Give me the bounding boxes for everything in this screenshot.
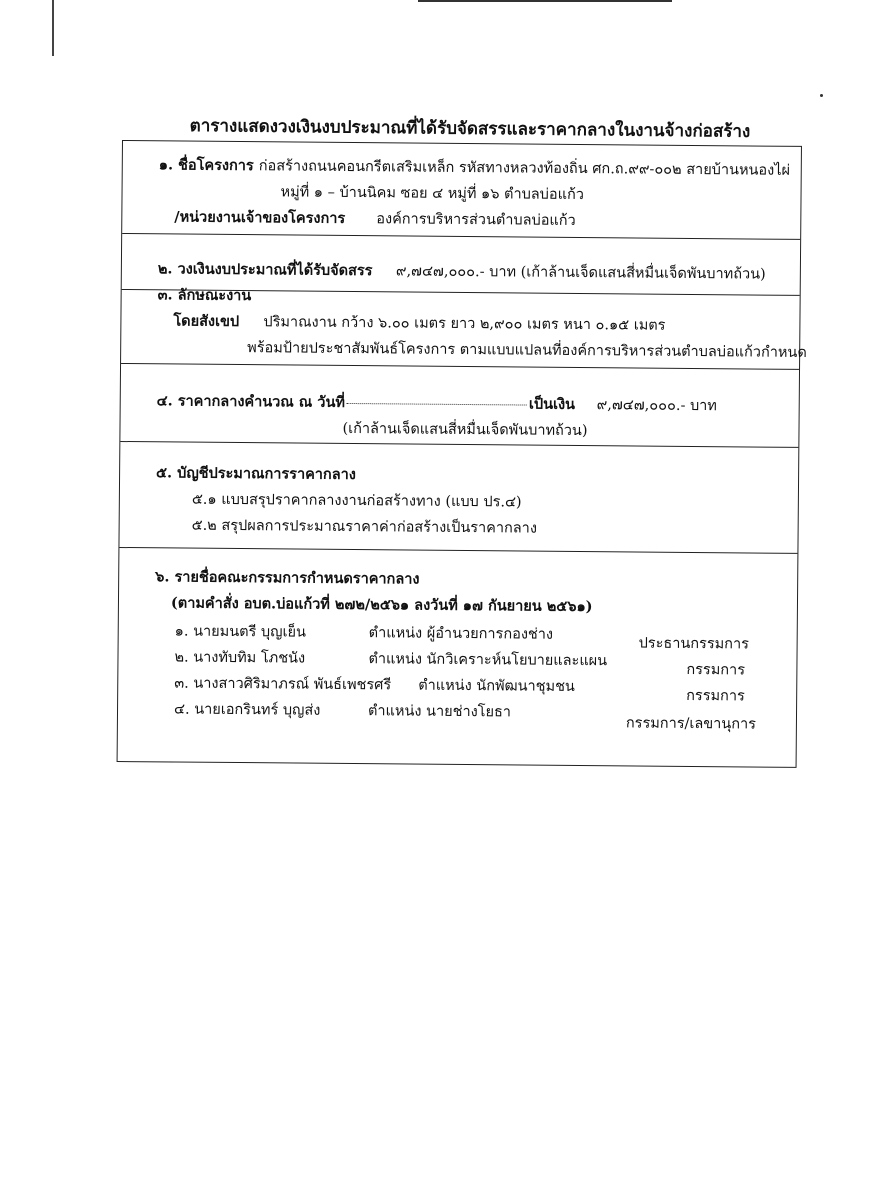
scan-left-edge — [52, 0, 54, 56]
section1-agency-label: /หน่วยงานเจ้าของโครงการ — [174, 208, 346, 227]
section1-label: ๑. ชื่อโครงการ — [158, 156, 254, 175]
section5-item1: ๕.๑ แบบสรุปราคากลางงานก่อสร้างทาง (แบบ ปร.๔) — [191, 491, 522, 511]
section5-item2: ๕.๒ สรุปผลการประมาณราคาค่าก่อสร้างเป็นราคากลาง — [191, 517, 538, 537]
member-position: ตำแหน่ง นักวิเคราะห์นโยบายและแผน — [368, 651, 608, 670]
section3-line2: พร้อมป้ายประชาสัมพันธ์โครงการ ตามแบบแปลนที่องค์การบริหารส่วนตำบลบ่อแก้วกำหนด — [247, 340, 807, 361]
section2-value: ๙,๗๔๗,๐๐๐.- บาท (เก้าล้านเจ็ดแสนสี่หมื่นเจ็ดพันบาทถ้วน) — [395, 263, 766, 283]
member-name: ๓. นางสาวศิริมาภรณ์ พันธ์เพชรศรี — [174, 675, 392, 694]
section4-label — [157, 389, 575, 416]
section4-amount-label: เป็นเงิน — [528, 395, 576, 413]
member-role: กรรมการ — [686, 687, 745, 705]
member-role: ประธานกรรมการ — [638, 635, 750, 653]
section4-words: (เก้าล้านเจ็ดแสนสี่หมื่นเจ็ดพันบาทถ้วน) — [342, 420, 588, 440]
member-name: ๑. นายมนตรี บุญเย็น — [174, 623, 306, 641]
section6-label: ๖. รายชื่อคณะกรรมการกำหนดราคากลาง — [155, 568, 420, 588]
budget-table — [117, 140, 807, 768]
section4-date-label: ๔. ราคากลางคำนวณ ณ วันที่ — [156, 392, 346, 411]
section4-amount: ๙,๗๔๗,๐๐๐.- บาท — [596, 397, 717, 415]
section5-label: ๕. บัญชีประมาณการราคากลาง — [156, 464, 356, 484]
member-position: ตำแหน่ง ผู้อำนวยการกองช่าง — [368, 625, 554, 643]
row-divider — [120, 441, 798, 448]
member-position: ตำแหน่ง นักพัฒนาชุมชน — [418, 677, 575, 695]
document-title: ตารางแสดงวงเงินงบประมาณที่ได้รับจัดสรรและราคากลางในงานจ้างก่อสร้าง — [189, 116, 751, 142]
scan-speck — [820, 94, 823, 97]
member-role: กรรมการ — [686, 661, 746, 679]
section6-order: (ตามคำสั่ง อบต.บ่อแก้วที่ ๒๗๒/๒๕๖๑ ลงวันที่ ๑๗ กันยายน ๒๕๖๑) — [170, 594, 593, 616]
section2-label: ๒. วงเงินงบประมาณที่ได้รับจัดสรร — [157, 260, 373, 280]
member-position: ตำแหน่ง นายช่างโยธา — [367, 703, 512, 721]
member-role: กรรมการ/เลขานุการ — [625, 715, 757, 733]
row-divider — [121, 363, 799, 370]
member-name: ๒. นางทับทิม โภชนัง — [174, 649, 306, 667]
section1-line2: หมู่ที่ ๑ – บ้านนิคม ซอย ๔ หมู่ที่ ๑๖ ตำบลบ่อแก้ว — [280, 184, 584, 204]
section1-line1: ก่อสร้างถนนคอนกรีตเสริมเหล็ก รหัสทางหลวงท้องถิ่น ศก.ถ.๙๙-๐๐๒ สายบ้านหนองไผ่ — [258, 158, 791, 179]
member-name: ๔. นายเอกรินทร์ บุญส่ง — [173, 701, 321, 719]
row-divider — [119, 547, 797, 554]
section3-summary-label: โดยสังเขป — [173, 312, 240, 331]
section3-line1: ปริมาณงาน กว้าง ๖.๐๐ เมตร ยาว ๒,๙๐๐ เมตร หนา ๐.๑๕ เมตร — [263, 314, 666, 334]
row-divider — [122, 233, 800, 240]
scan-top-rule — [418, 0, 672, 2]
section3-label: ๓. ลักษณะงาน — [157, 286, 252, 305]
section1-agency-value: องค์การบริหารส่วนตำบลบ่อแก้ว — [376, 211, 576, 229]
date-fill-line — [347, 403, 527, 406]
